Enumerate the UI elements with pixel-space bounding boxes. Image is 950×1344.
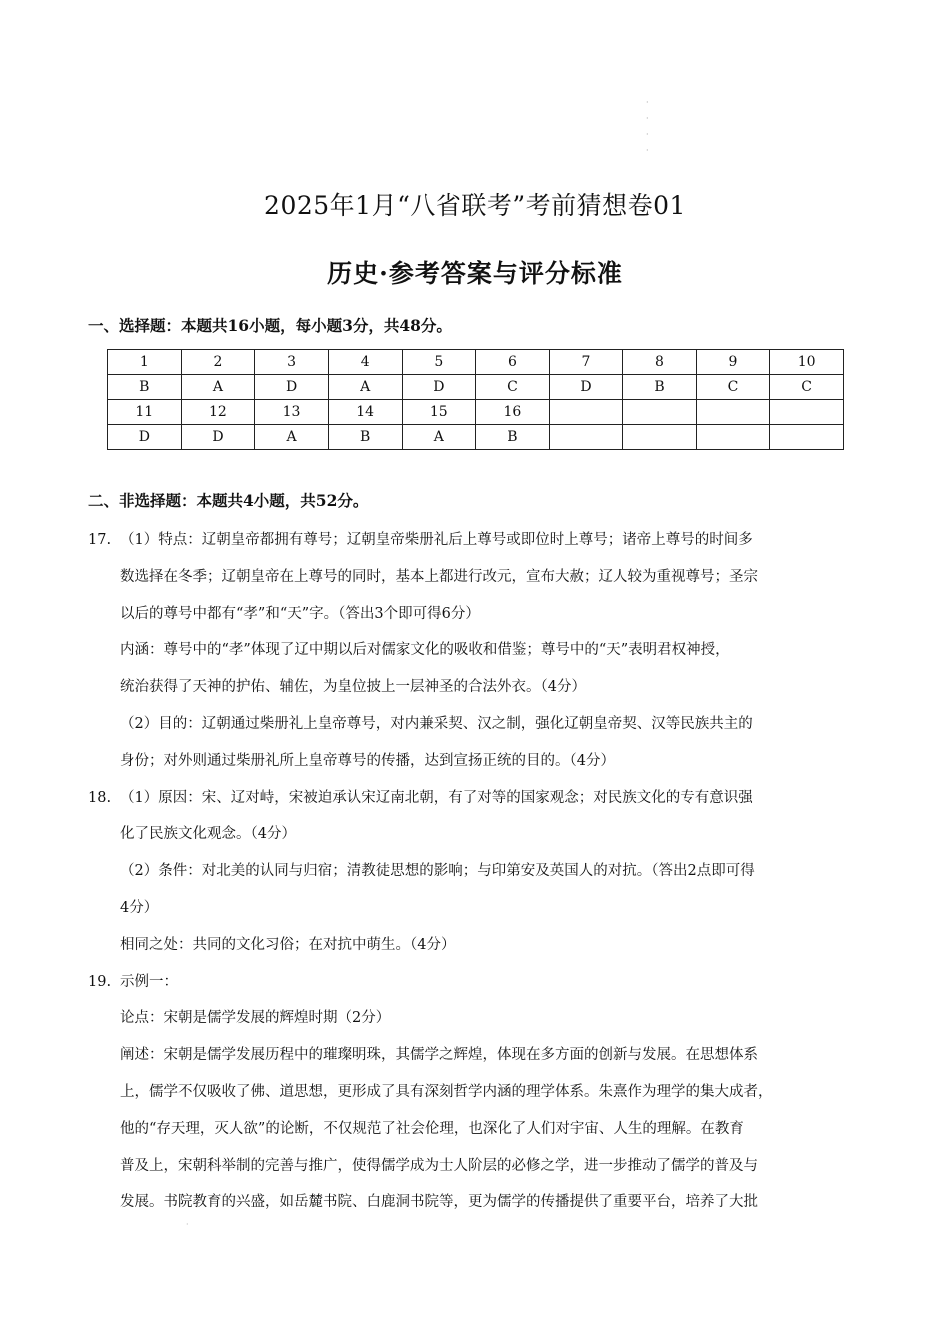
table-cell: D bbox=[255, 375, 329, 400]
table-cell: 9 bbox=[696, 350, 770, 375]
answer-line: 示例一： bbox=[120, 973, 178, 990]
answer-line: （2）目的：辽朝通过柴册礼上皇帝尊号，对内兼采契、汉之制，强化辽朝皇帝契、汉等民族共主的 bbox=[120, 715, 753, 732]
table-cell: D bbox=[402, 375, 476, 400]
table-cell: D bbox=[181, 425, 255, 450]
table-cell: 14 bbox=[328, 400, 402, 425]
table-cell: 5 bbox=[402, 350, 476, 375]
table-cell: C bbox=[770, 375, 844, 400]
answer-line: 以后的尊号中都有“孝”和“天”字。（答出3个即可得6分） bbox=[120, 605, 480, 622]
answer-line: 内涵：尊号中的“孝”体现了辽中期以后对儒家文化的吸收和借鉴；尊号中的“天”表明君权神授， bbox=[120, 642, 730, 659]
answer-line: （1）原因：宋、辽对峙，宋被迫承认宋辽南北朝，有了对等的国家观念；对民族文化的专有意识强 bbox=[120, 789, 753, 806]
answer-line: （2）条件：对北美的认同与归宿；清教徒思想的影响；与印第安及英国人的对抗。（答出2点即可得 bbox=[120, 863, 755, 880]
table-cell: C bbox=[696, 375, 770, 400]
answer-line: （1）特点：辽朝皇帝都拥有尊号；辽朝皇帝柴册礼后上尊号或即位时上尊号；诸帝上尊号的时间多 bbox=[120, 532, 753, 548]
answer-line: 发展。书院教育的兴盛，如岳麓书院、白鹿洞书院等，更为儒学的传播提供了重要平台，培养了大批 bbox=[120, 1194, 758, 1211]
table-cell bbox=[549, 425, 623, 450]
question-18 bbox=[88, 780, 868, 964]
table-cell: 1 bbox=[108, 350, 182, 375]
table-cell: 10 bbox=[770, 350, 844, 375]
answer-line: 统治获得了天神的护佑、辅佐，为皇位披上一层神圣的合法外衣。（4分） bbox=[120, 679, 586, 696]
question-number: 19. bbox=[88, 973, 112, 990]
section2-heading: 二、非选择题：本题共4小题，共52分。 bbox=[88, 491, 369, 510]
answer-line: 他的“存天理，灭人欲”的论断，不仅规范了社会伦理，也深化了人们对宇宙、人生的理解。在教育 bbox=[120, 1120, 744, 1137]
answer-line: 论点：宋朝是儒学发展的辉煌时期（2分） bbox=[120, 1010, 391, 1027]
table-cell: 13 bbox=[255, 400, 329, 425]
table-cell: A bbox=[402, 425, 476, 450]
answers-content bbox=[88, 522, 868, 1221]
table-cell: B bbox=[108, 375, 182, 400]
table-cell: B bbox=[328, 425, 402, 450]
table-cell: A bbox=[328, 375, 402, 400]
margin-dot: · bbox=[186, 1220, 189, 1229]
answer-line: 化了民族文化观念。（4分） bbox=[120, 826, 296, 843]
answer-line: 上，儒学不仅吸收了佛、道思想，更形成了具有深刻哲学内涵的理学体系。朱熹作为理学的集大成者， bbox=[120, 1083, 773, 1100]
table-cell: 4 bbox=[328, 350, 402, 375]
answer-line: 身份；对外则通过柴册礼所上皇帝尊号的传播，达到宣扬正统的目的。（4分） bbox=[120, 752, 615, 769]
table-cell: 2 bbox=[181, 350, 255, 375]
answer-line: 4分） bbox=[120, 899, 159, 916]
table-cell: C bbox=[476, 375, 550, 400]
table-row-answers bbox=[108, 425, 844, 450]
table-cell: 6 bbox=[476, 350, 550, 375]
table-cell: 8 bbox=[623, 350, 696, 375]
table-cell bbox=[770, 425, 844, 450]
table-row-answers bbox=[108, 375, 844, 400]
answer-line: 数选择在冬季；辽朝皇帝在上尊号的同时，基本上都进行改元，宣布大赦；辽人较为重视尊号；圣宗 bbox=[120, 568, 758, 585]
table-cell: B bbox=[476, 425, 550, 450]
answer-line: 阐述：宋朝是儒学发展历程中的璀璨明珠，其儒学之辉煌，体现在多方面的创新与发展。在思想体系 bbox=[120, 1047, 758, 1064]
table-cell: A bbox=[181, 375, 255, 400]
table-row-question-numbers bbox=[108, 400, 844, 425]
margin-dots: · · · · bbox=[646, 98, 649, 155]
table-cell bbox=[623, 400, 696, 425]
table-cell: B bbox=[623, 375, 696, 400]
question-19 bbox=[88, 964, 868, 1222]
table-cell: 7 bbox=[549, 350, 623, 375]
page-subtitle: 历史·参考答案与评分标准 bbox=[327, 259, 623, 288]
answer-line: 普及上，宋朝科举制的完善与推广，使得儒学成为士人阶层的必修之学，进一步推动了儒学的普及与 bbox=[120, 1157, 758, 1174]
table-cell: 16 bbox=[476, 400, 550, 425]
table-cell: A bbox=[255, 425, 329, 450]
table-cell: 12 bbox=[181, 400, 255, 425]
question-number: 17. bbox=[88, 532, 112, 548]
table-cell bbox=[623, 425, 696, 450]
question-number: 18. bbox=[88, 789, 112, 806]
answer-line: 相同之处：共同的文化习俗；在对抗中萌生。（4分） bbox=[120, 936, 456, 953]
page-title: 2025年1月“八省联考”考前猜想卷01 bbox=[264, 191, 686, 220]
section1-heading: 一、选择题：本题共16小题，每小题3分，共48分。 bbox=[88, 316, 452, 335]
table-row-question-numbers bbox=[108, 350, 844, 375]
table-cell: D bbox=[549, 375, 623, 400]
table-cell bbox=[770, 400, 844, 425]
table-cell: 15 bbox=[402, 400, 476, 425]
question-17 bbox=[88, 522, 868, 780]
answer-table bbox=[107, 349, 844, 450]
table-cell: 11 bbox=[108, 400, 182, 425]
table-cell: 3 bbox=[255, 350, 329, 375]
table-cell: D bbox=[108, 425, 182, 450]
table-cell bbox=[696, 425, 770, 450]
table-cell bbox=[696, 400, 770, 425]
table-cell bbox=[549, 400, 623, 425]
